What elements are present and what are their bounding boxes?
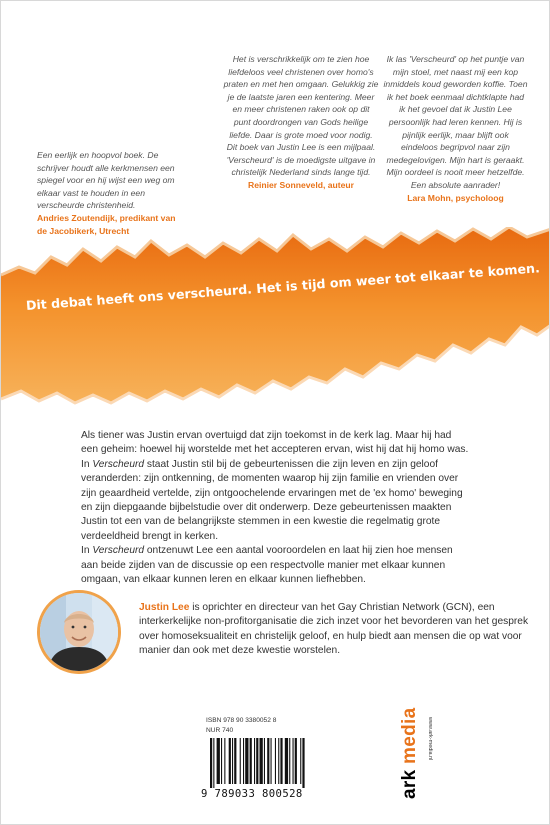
barcode-bar xyxy=(278,738,279,784)
quote-attribution: Lara Mohn, psycholoog xyxy=(407,192,504,203)
barcode-bar xyxy=(271,738,272,784)
barcode-bar xyxy=(264,738,265,784)
quote-mohn xyxy=(383,53,528,204)
isbn-number: ISBN 978 90 3380052 8 xyxy=(206,717,277,724)
barcode-bar xyxy=(254,738,255,784)
barcode-bar xyxy=(213,738,214,788)
author-photo xyxy=(37,590,121,674)
barcode-bar xyxy=(243,738,244,784)
nur-code: NUR 740 xyxy=(206,727,234,734)
description-text: staat Justin stil bij de gebeurtenissen die zijn leven en zijn geloof veranderden: zijn ontkenning, de momenten waarop hij zijn familie en vrienden over zijn geaardheid vertelde, zijn ontgoochelende ervaringen met de 'ex homo' beweging en zijn diepgaande bijbelstudie over dit onderwerp. Deze gebeurtenissen maakten Justin tot een van de belangrijkste stemmen in een kwestie die regelmatig grote verdeeldheid brengt in kerken. xyxy=(81,458,463,542)
barcode-graphic xyxy=(206,738,364,788)
barcode-bar xyxy=(300,738,301,784)
barcode-bar xyxy=(302,738,304,788)
barcode-bar xyxy=(221,738,222,784)
author-portrait-graphic xyxy=(40,593,118,671)
barcode-bar xyxy=(224,738,225,784)
barcode-bar xyxy=(280,738,282,784)
publisher-logo-text xyxy=(399,708,421,799)
barcode-bar xyxy=(234,738,236,784)
quote-attribution: Reinier Sonneveld, auteur xyxy=(247,179,355,190)
barcode-bar xyxy=(250,738,252,784)
barcode-bar xyxy=(210,738,212,788)
torn-paper-graphic xyxy=(1,227,550,407)
author-name: Justin Lee xyxy=(139,602,190,613)
description-text: ontzenuwt Lee een aantal vooroordelen en laat hij zien hoe mensen aan beide zijden van de discussie op een respectvolle manier met elkaar kunnen omgaan, van elkaar kunnen leren en elkaar kunnen liefhebben. xyxy=(81,545,453,586)
barcode-bar xyxy=(229,738,231,784)
barcode-bar xyxy=(260,738,263,784)
tagline: Dit debat heeft ons verscheurd. Het is tijd om weer tot elkaar te komen. xyxy=(25,260,541,313)
description-paragraph-1 xyxy=(81,429,471,544)
barcode-bar xyxy=(245,738,248,784)
quote-sonneveld xyxy=(223,53,379,192)
barcode-bar xyxy=(256,738,258,784)
description-text: Als tiener was Justin ervan overtuigd dat zijn toekomst in de kerk lag. Maar hij had een geheim: hoewel hij worstelde met het accepteren ervan, wist hij dat hij homo was. In xyxy=(81,430,469,470)
description-text: In xyxy=(81,545,93,557)
quote-attribution: Andries Zoutendijk, predikant van de Jacobikerk, Utrecht xyxy=(37,212,176,236)
description-paragraph-2 xyxy=(81,544,471,587)
barcode-bar xyxy=(285,738,288,784)
barcode-bar xyxy=(275,738,276,784)
author-bio-text: is oprichter en directeur van het Gay Christian Network (GCN), een interkerkelijke non-profitorganisatie die zich inzet voor het bevorderen van het gesprek over homoseksualiteit en christelijk geloof, en hulp biedt aan mensen die op wat voor manier dan ook met deze kwestie worstelen. xyxy=(139,602,529,657)
quote-text: Een eerlijk en hoopvol boek. De schrijver houdt alle kerkmensen een spiegel voor en hij wijst een weg om elkaar vast te houden in een verscheurde christenheid. xyxy=(37,150,175,211)
barcode-bar xyxy=(217,738,220,784)
book-description xyxy=(81,429,471,587)
quote-text: Het is verschrikkelijk om te zien hoe liefdeloos veel christenen over homo's praten en met hen omgaan. Gelukkig zie je de laatste jaren een kentering. Meer en meer christenen raken ook op dit punt doordrongen van Gods heilige liefde. Daar is grote moed voor nodig. Dit boek van Justin Lee is een mijlpaal. 'Verscheurd' is de moedigste uitgave in christelijk Nederland sinds lange tijd. xyxy=(223,54,379,178)
logo-media: media xyxy=(399,707,420,764)
quote-zoutendijk xyxy=(37,149,187,237)
barcode-bar xyxy=(295,738,297,784)
torn-paper-band xyxy=(1,227,550,407)
quote-text: Ik las 'Verscheurd' op het puntje van mijn stoel, met naast mij een kop inmiddels koud geworden koffie. Toen ik het boek eenmaal dichtklapte had ik het gevoel dat ik Justin Lee persoonlijk had leren kennen. Hij is pijnlijk eerlijk, maar blijft ook eindeloos begripvol naar zijn medegelovigen. Mijn hart is geraakt. Mijn oordeel is nooit meer hetzelfde. Een absolute aanrader! xyxy=(383,54,528,190)
author-bio xyxy=(139,601,534,659)
barcode-digits: 9 789033 800528 xyxy=(201,788,303,800)
logo-ark: ark xyxy=(399,769,420,799)
publisher-url: www.ark-media.nl xyxy=(427,717,433,761)
barcode-bar xyxy=(293,738,294,784)
barcode-bar xyxy=(240,738,241,784)
barcode-bar xyxy=(267,738,269,784)
book-title-inline: Verscheurd xyxy=(92,545,145,557)
barcode-bar xyxy=(289,738,290,784)
book-title-inline: Verscheurd xyxy=(92,458,145,470)
barcode-bar xyxy=(232,738,233,784)
